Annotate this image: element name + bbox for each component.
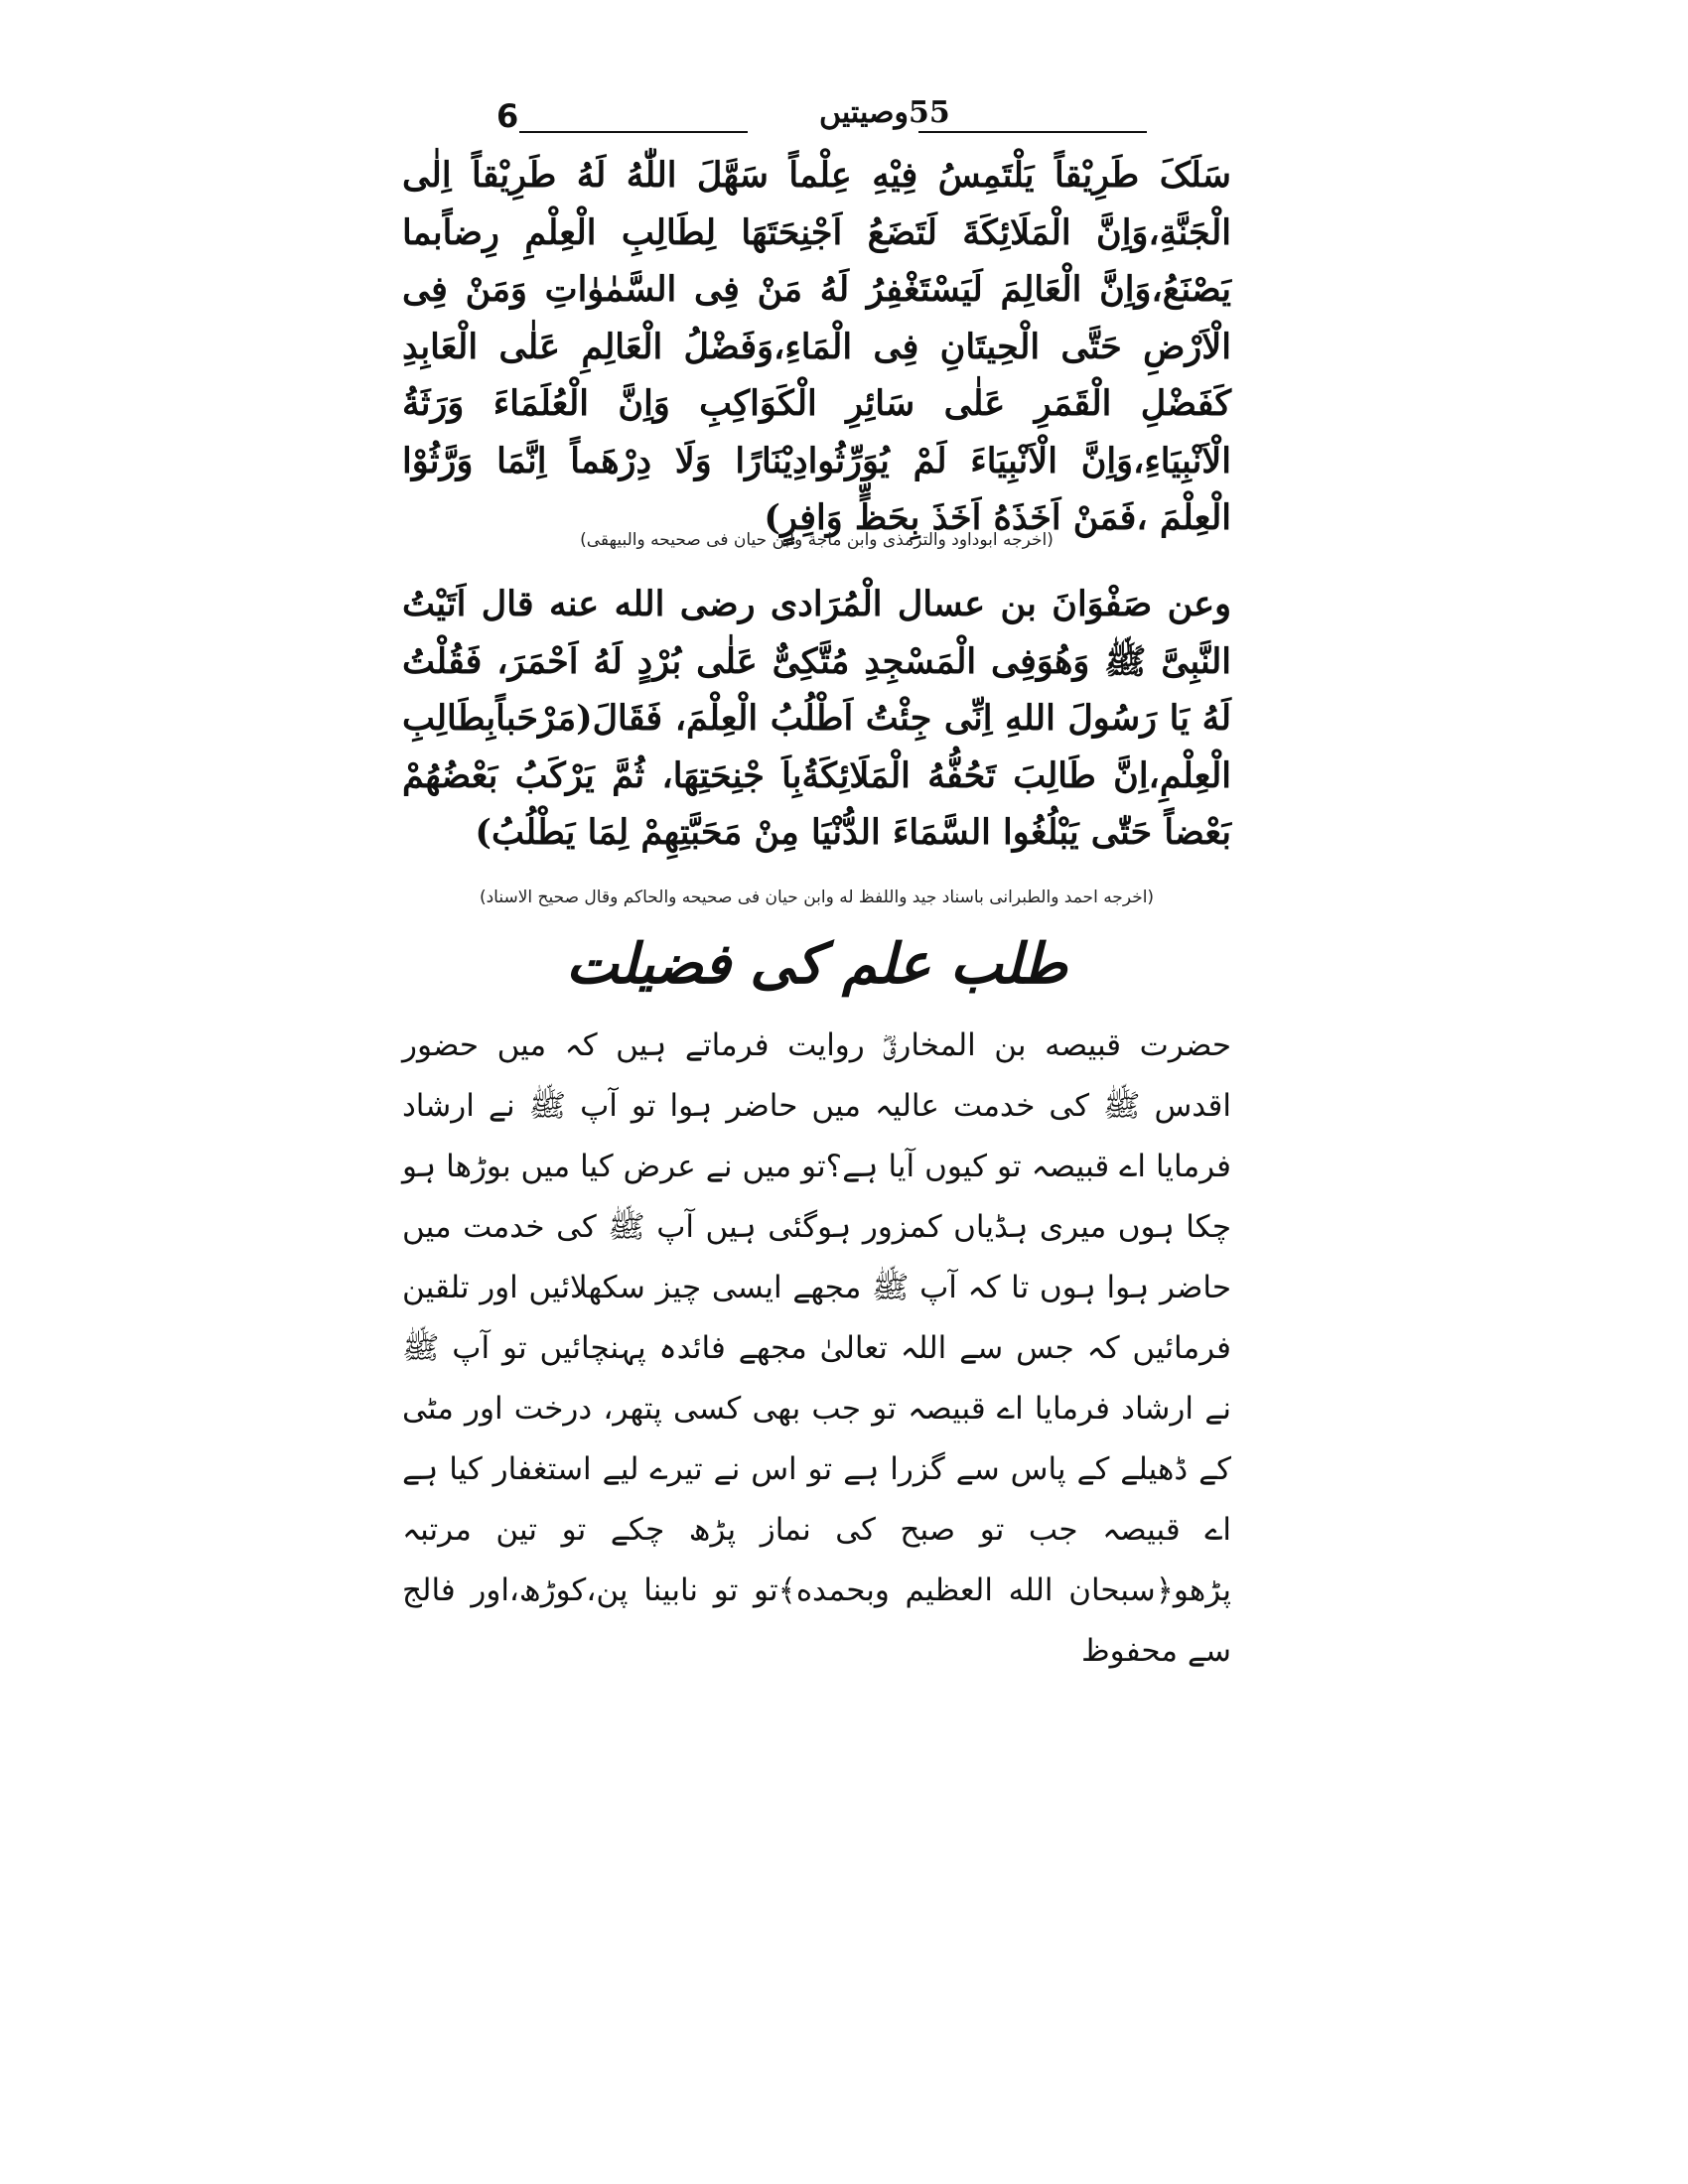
header-rule-right: [918, 131, 1147, 133]
hadith-text-2: وعن صَفْوَانَ بن عسال الْمُرَادی رضی الله عنه قال اَتَیْتُ النَّبِیَّ ﷺ وَهُوَفِی الْمَسْجِدِ مُتَّکِیٌّ عَلٰی بُرْدٍ لَهُ اَحْمَرَ، فَقُلْتُ لَهُ یَا رَسُولَ اللهِ اِنِّی جِئْتُ اَطْلُبُ الْعِلْمَ، فَقَالَ(مَرْحَباًبِطَالِبِ الْعِلْمِ،اِنَّ طَالِبَ تَحُفُّهُ الْمَلَائِکَةُبِاَ جْنِحَتِهَا، ثُمَّ یَرْکَبُ بَعْضُهُمْ بَعْضاً حَتّٰی یَبْلُغُوا السَّمَاءَ الدُّنْیَا مِنْ مَحَبَّتِهِمْ لِمَا یَطْلُبُ): [402, 584, 1231, 853]
hadith-reference-1: (اخرجه ابوداود والترمذی وابن ماجة وابن حیان فی صحیحه والبیهقی): [580, 530, 1054, 550]
page-number: 6: [496, 97, 519, 135]
section-heading: طلب علم کی فضیلت: [566, 931, 1067, 997]
urdu-body-text: حضرت قبیصه بن المخارقؓ روایت فرماتے ہیں کہ میں حضور اقدس ﷺ کی خدمت عالیہ میں حاضر ہوا تو آپ ﷺ نے ارشاد فرمایا اے قبیصہ تو کیوں آیا ہے؟تو میں نے عرض کیا میں بوڑھا ہو چکا ہوں میری ہڈیاں کمزور ہوگئی ہیں آپ ﷺ کی خدمت میں حاضر ہوا ہوں تا کہ آپ ﷺ مجھے ایسی چیز سکھلائیں اور تلقین فرمائیں کہ جس سے اللہ تعالیٰ مجھے فائدہ پہنچائیں تو آپ ﷺ نے ارشاد فرمایا اے قبیصہ تو جب بھی کسی پتھر، درخت اور مٹی کے ڈھیلے کے پاس سے گزرا ہے تو اس نے تیرے لیے استغفار کیا ہے اے قبیصہ جب تو صبح کی نماز پڑھ چکے تو تین مرتبہ پڑھو﴿سبحان الله العظیم وبحمده﴾تو تو نابینا پن،کوڑھ،اور فالج سے محفوظ: [402, 1027, 1231, 1669]
hadith-reference-2: (اخرجه احمد والطبرانی باسناد جید واللفظ له وابن حیان فی صحیحه والحاکم وقال صحیح الاسناد): [479, 887, 1155, 907]
header-rule-left: [519, 131, 748, 133]
running-header: [402, 97, 1231, 137]
document-page: [402, 87, 1231, 2122]
hadith-text-1: سَلَکَ طَرِیْقاً یَلْتَمِسُ فِیْهِ عِلْماً سَهَّلَ اللّٰهُ لَهُ طَرِیْقاً اِلٰی الْجَنَّةِ،وَاِنَّ الْمَلَائِکَةَ لَتَضَعُ اَجْنِحَتَهَا لِطَالِبِ الْعِلْمِ رِضاًبما یَصْنَعُ،وَاِنَّ الْعَالِمَ لَیَسْتَغْفِرُ لَهُ مَنْ فِی السَّمٰوٰاتِ وَمَنْ فِی الْاَرْضِ حَتَّی الْحِیتَانِ فِی الْمَاءِ،وَفَضْلُ الْعَالِمِ عَلٰی الْعَابِدِ کَفَضْلِ الْقَمَرِ عَلٰی سَائِرِ الْکَوَاکِبِ وَاِنَّ الْعُلَمَاءَ وَرَثَةُ الْاَنْبِیَاءِ،وَاِنَّ الْاَنْبِیَاءَ لَمْ یُوَرِّثُوادِیْنَارًا وَلَا دِرْهَماً اِنَّمَا وَرَّثُوْا الْعِلْمَ ،فَمَنْ اَخَذَهُ اَخَذَ بِحَظٍّ وَافِرٍ): [402, 155, 1231, 538]
book-title: 55وصیتیں: [819, 95, 950, 130]
